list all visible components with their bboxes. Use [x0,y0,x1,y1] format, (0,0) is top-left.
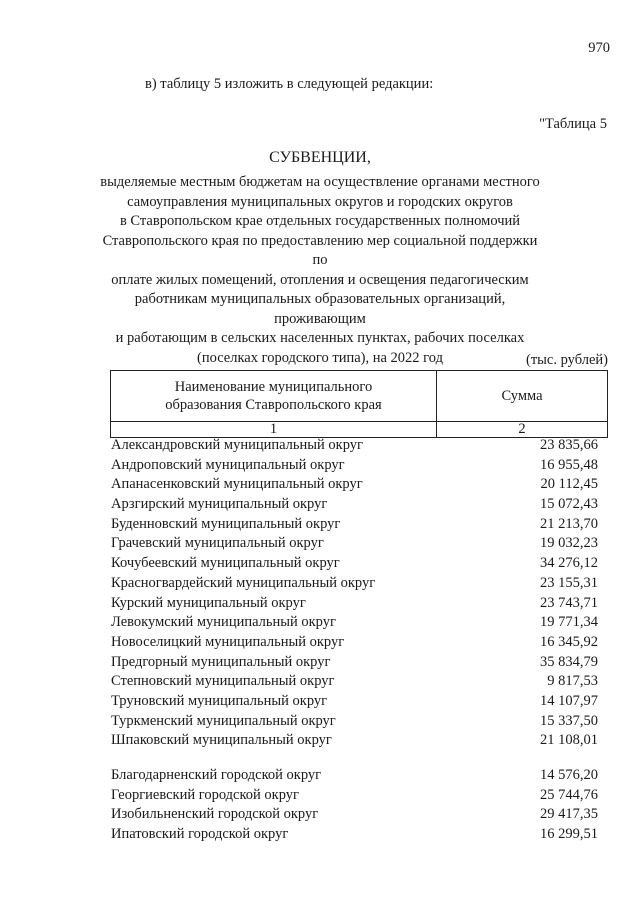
row-name: Георгиевский городской округ [111,786,299,803]
row-name: Изобильненский городской округ [111,806,319,823]
title-line: и работающим в сельских населенных пунктах, рабочих поселках [115,330,525,346]
row-name: Левокумский муниципальный округ [111,614,336,631]
row-value: 16 955,48 [540,456,598,473]
table-row [111,534,598,554]
row-name: Туркменский муниципальный округ [111,712,336,729]
title-line: самоуправления муниципальных округов и городских округов [127,193,513,210]
title-main: СУБВЕНЦИИ, [269,149,371,166]
row-name: Андроповский муниципальный округ [111,456,345,473]
row-name: Арзгирский муниципальный округ [111,496,328,513]
header-name-line: образования Ставропольского края [165,397,382,413]
table-row [111,692,598,712]
row-value: 25 744,76 [540,786,598,803]
intro-text: в) таблицу 5 изложить в следующей редакции: [145,76,434,92]
row-value: 15 072,43 [540,496,598,513]
header-sum-cell: Сумма [437,371,608,422]
row-name: Курский муниципальный округ [111,594,306,611]
municipal-districts-list [111,436,598,751]
table-row [111,731,598,751]
row-name: Новоселицкий муниципальный округ [111,633,345,650]
row-value: 19 771,34 [540,614,598,631]
table-row [111,766,598,786]
table-row [111,786,598,806]
page-number: 970 [588,40,610,56]
row-name: Апанасенковский муниципальный округ [111,476,363,493]
row-value: 23 743,71 [540,594,598,611]
row-value: 14 107,97 [540,692,598,709]
table-row [111,653,598,673]
row-value: 21 108,01 [540,732,598,749]
row-value: 20 112,45 [540,476,598,493]
title-line: работникам муниципальных образовательных организаций, проживающим [134,291,506,327]
row-value: 14 576,20 [540,767,598,783]
row-name: Степновский муниципальный округ [111,673,335,690]
row-value: 16 345,92 [540,633,598,650]
row-name: Кочубеевский муниципальный округ [111,555,340,572]
title-line: в Ставропольском крае отдельных государственных полномочий [119,213,521,229]
row-value: 15 337,50 [540,712,598,729]
row-value: 23 155,31 [540,574,598,591]
table-row [111,495,598,515]
row-name: Благодарненский городской округ [111,767,322,783]
table-row [111,633,598,653]
units-label: (тыс. рублей) [526,352,608,368]
title-line: оплате жилых помещений, отопления и освещения педагогическим [111,271,529,288]
title-line: Ставропольского края по предоставлению мер социальной поддержки по [102,232,538,268]
header-col-number: 2 [437,422,608,438]
row-value: 34 276,12 [540,555,598,572]
row-value: 23 835,66 [540,437,598,453]
document-title [100,148,540,368]
table-row [111,515,598,535]
title-line: (поселках городского типа), на 2022 год [197,349,443,366]
row-name: Шпаковский муниципальный округ [111,732,332,749]
city-districts-list [111,766,598,845]
table-row [111,825,598,845]
table-header [110,370,608,438]
row-value: 16 299,51 [540,826,598,843]
row-value: 29 417,35 [540,806,598,823]
row-value: 9 817,53 [547,673,598,690]
table-row [111,594,598,614]
row-name: Александровский муниципальный округ [111,437,363,453]
table-row [111,672,598,692]
table-row [111,475,598,495]
title-line: выделяемые местным бюджетам на осуществление органами местного [100,174,540,190]
row-name: Буденновский муниципальный округ [111,515,341,532]
table-row [111,554,598,574]
header-name-cell [111,371,437,422]
row-name: Труновский муниципальный округ [111,692,328,709]
row-value: 19 032,23 [540,535,598,552]
row-name: Красногвардейский муниципальный округ [111,574,376,591]
header-name-line: Наименование муниципального [174,379,373,395]
row-value: 35 834,79 [540,653,598,670]
table-row [111,456,598,476]
table-row [111,436,598,456]
table-label: "Таблица 5 [539,116,607,132]
row-value: 21 213,70 [540,515,598,532]
row-name: Ипатовский городской округ [111,826,289,843]
row-name: Грачевский муниципальный округ [111,535,324,552]
table-row [111,574,598,594]
header-col-number: 1 [111,422,437,438]
table-row [111,805,598,825]
table-row [111,712,598,732]
row-name: Предгорный муниципальный округ [111,653,331,670]
table-row [111,613,598,633]
